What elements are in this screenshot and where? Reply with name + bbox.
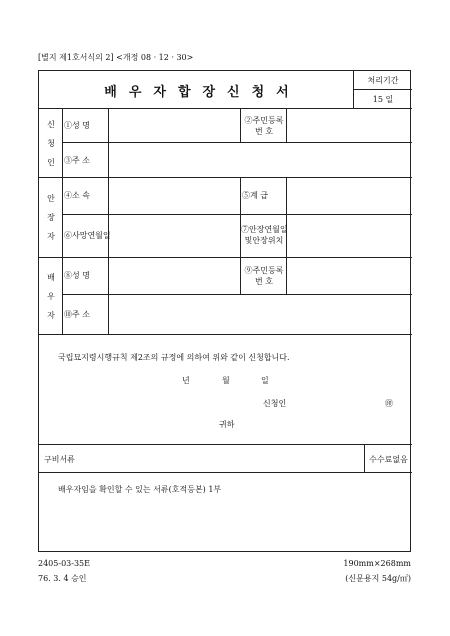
spouse-section-label: 배 우 자 <box>47 272 55 320</box>
spouse-name-field[interactable] <box>109 258 241 295</box>
date-month-label: 월 <box>222 376 230 385</box>
spouse-name-label: ⑧성 명 <box>64 271 90 280</box>
fee-label: 수수료없음 <box>369 455 408 464</box>
form-title: 배우자합장신청서 <box>104 84 301 100</box>
spouse-resident-no-label-1: ⑨주민등록 <box>244 266 284 275</box>
spouse-resident-no-label-2: 번 호 <box>255 277 273 286</box>
spouse-resident-no-field[interactable] <box>287 258 412 295</box>
applicant-address-field[interactable] <box>109 143 412 178</box>
affiliation-field[interactable] <box>109 178 241 215</box>
burial-label-2: 및안장위치 <box>244 236 284 245</box>
seal-mark: ㊞ <box>385 399 393 408</box>
applicant-name-label: ①성 명 <box>64 121 90 130</box>
processing-period-value: 15 일 <box>372 95 394 104</box>
date-year-label: 년 <box>182 376 190 385</box>
processing-period-label: 처리기간 <box>367 76 399 85</box>
documents-text: 배우자임을 확인할 수 있는 서류(호적등본) 1부 <box>58 485 222 494</box>
spouse-address-field[interactable] <box>109 295 412 335</box>
statement-text: 국립묘지령시행규칙 제2조의 규정에 의하여 위와 같이 신청합니다. <box>58 353 290 362</box>
rank-field[interactable] <box>287 178 412 215</box>
date-day-label: 일 <box>261 376 269 385</box>
applicant-resident-no-label-2: 번 호 <box>255 127 273 136</box>
footer-size: 190mm×268mm <box>343 559 411 568</box>
footer-approval: 76. 3. 4 승인 <box>38 574 87 583</box>
applicant-section-label: 신 청 인 <box>47 119 55 167</box>
applicant-resident-no-label-cell <box>241 109 287 143</box>
applicant-sign-label: 신청인 <box>263 399 287 408</box>
application-form <box>38 70 411 552</box>
form-header-note: [별지 제1호서식의 2] <개정 08 · 12 · 30> <box>38 53 194 62</box>
burial-label-1: ⑦안장연월일 <box>241 225 288 234</box>
addressee-label: 귀하 <box>219 420 235 429</box>
applicant-resident-no-field[interactable] <box>287 109 412 143</box>
applicant-name-field[interactable] <box>109 109 241 143</box>
applicant-address-label: ③주 소 <box>64 156 90 165</box>
documents-header-cell <box>39 445 365 473</box>
death-date-label: ⑥사망연월일 <box>64 231 111 240</box>
death-date-field[interactable] <box>109 215 241 258</box>
deceased-section-label: 안 장 자 <box>47 194 55 241</box>
affiliation-label: ④소 속 <box>64 191 90 200</box>
footer-paper: (신문용지 54g/㎡) <box>345 574 411 583</box>
documents-label: 구비서류 <box>44 455 75 464</box>
footer-form-code: 2405-03-35E <box>38 559 90 568</box>
burial-field[interactable] <box>287 215 412 258</box>
rank-label: ⑤계 급 <box>242 191 268 200</box>
applicant-resident-no-label-1: ②주민등록 <box>244 116 284 125</box>
spouse-address-label: ⑩주 소 <box>64 310 90 319</box>
